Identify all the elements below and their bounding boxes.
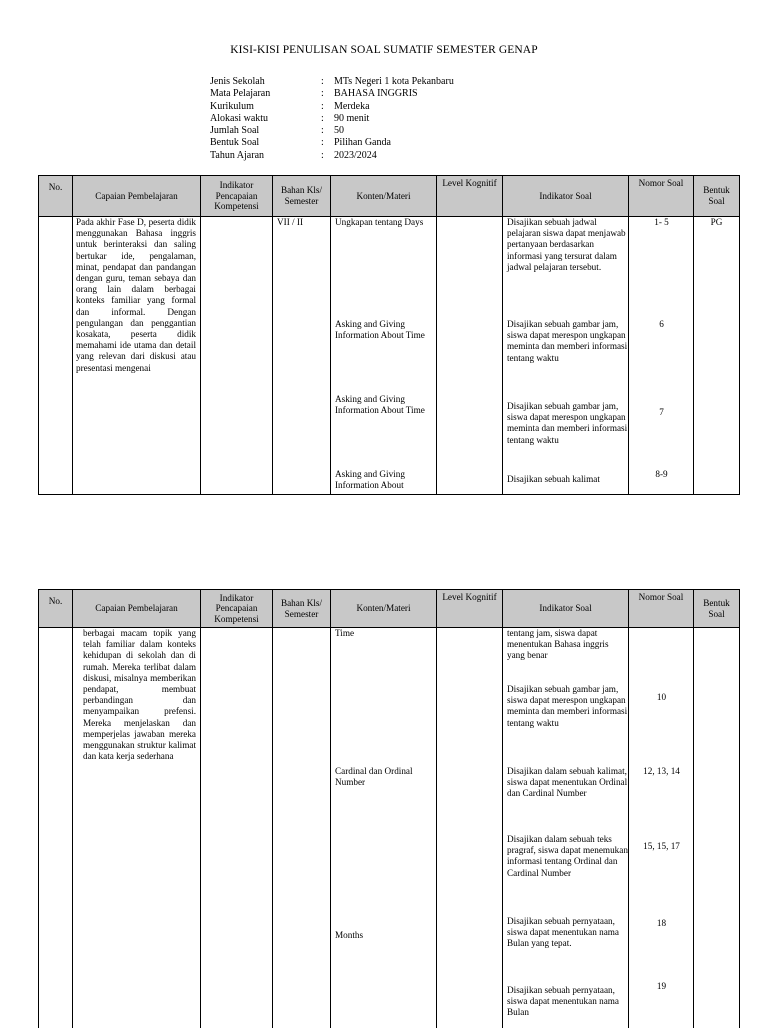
cell-level <box>437 217 503 495</box>
cell-konten <box>331 628 437 1028</box>
meta-label: Jenis Sekolah <box>210 76 265 87</box>
nomor-text: 10 <box>656 692 667 702</box>
document-title: KISI-KISI PENULISAN SOAL SUMATIF SEMESTER GENAP <box>230 44 538 56</box>
table-row <box>39 217 740 495</box>
nomor-text: 8-9 <box>655 469 668 479</box>
header-konten: Konten/Materi <box>331 176 437 217</box>
meta-value: 50 <box>334 125 344 137</box>
meta-label: Kurikulum <box>210 100 254 112</box>
header-capaian: Capaian Pembelajaran <box>73 176 201 217</box>
meta-label: Tahun Ajaran <box>210 149 265 161</box>
cell-bahan <box>273 628 331 1028</box>
document-meta <box>210 76 454 162</box>
indikator-soal-text: Disajikan sebuah gambar jam, siswa dapat merespon ungkapan meminta dan memberi informasi tentang waktu <box>507 401 628 445</box>
meta-label: Mata Pelajaran <box>210 88 271 100</box>
indikator-soal-text: Disajikan dalam sebuah kalimat, siswa dapat menentukan Ordinal dan Cardinal Number <box>507 766 628 799</box>
cell-bahan <box>273 217 331 495</box>
meta-separator: : <box>321 125 324 137</box>
meta-value: Pilihan Ganda <box>334 137 391 149</box>
header-level: Level Kognitif <box>437 176 503 217</box>
meta-row-tahun-ajaran <box>210 150 454 162</box>
capaian-text: berbagai macam topik yang telah familiar dalam konteks kehidupan di sekolah dan di rumah. Mereka terlibat dalam diskusi, misalnya memberikan pendapat, membuat perbandingan dan menyampaikan prefensi. Mereka menjelaskan dan memperjelas jawaban mereka menggunakan struktur kalimat dan kata kerja sederhana <box>83 628 196 762</box>
header-konten: Konten/Materi <box>331 590 437 628</box>
header-level: Level Kognitif <box>437 590 503 628</box>
header-bentuk: Bentuk Soal <box>694 590 740 628</box>
cell-capaian <box>73 217 201 495</box>
meta-row-jenis-sekolah <box>210 76 454 88</box>
header-nomor: Nomor Soal <box>629 590 694 628</box>
meta-row-kurikulum <box>210 101 454 113</box>
meta-row-bentuk-soal <box>210 137 454 149</box>
cell-indikator-pencapaian <box>201 217 273 495</box>
konten-text: Cardinal dan Ordinal Number <box>335 766 413 788</box>
cell-indikator-soal <box>503 628 629 1028</box>
cell-bentuk <box>694 217 740 495</box>
meta-label: Alokasi waktu <box>210 112 269 124</box>
meta-value: MTs Negeri 1 kota Pekanbaru <box>334 76 454 87</box>
indikator-soal-text: Disajikan sebuah gambar jam, siswa dapat merespon ungkapan meminta dan memberi informasi tentang waktu <box>507 684 628 728</box>
header-indikator-pencapaian: Indikator Pencapaian Kompetensi <box>201 176 273 217</box>
meta-separator: : <box>321 137 324 149</box>
header-capaian: Capaian Pembelajaran <box>73 590 201 628</box>
meta-value: BAHASA INGGRIS <box>334 88 418 100</box>
indikator-soal-text: Disajikan sebuah jadwal pelajaran siswa dapat menjawab pertanyaan berdasarkan informasi yang tersurat dalam jadwal pelajaran tersebut. <box>507 217 626 272</box>
meta-value: 90 menit <box>334 112 370 124</box>
meta-separator: : <box>321 76 324 87</box>
nomor-text: 7 <box>659 407 664 417</box>
cell-capaian <box>73 628 201 1028</box>
header-no: No. <box>39 590 73 628</box>
konten-text: Months <box>335 930 364 940</box>
meta-value: Merdeka <box>334 100 370 112</box>
konten-text: Asking and Giving Information About Time <box>335 319 425 341</box>
header-indikator-pencapaian: Indikator Pencapaian Kompetensi <box>201 590 273 628</box>
nomor-text: 12, 13, 14 <box>643 766 680 776</box>
meta-label: Bentuk Soal <box>210 137 260 149</box>
meta-row-jumlah-soal <box>210 125 454 137</box>
cell-bentuk <box>694 628 740 1028</box>
cell-konten <box>331 217 437 495</box>
header-nomor: Nomor Soal <box>629 176 694 217</box>
bentuk-text: PG <box>710 217 723 227</box>
cell-nomor <box>629 628 694 1028</box>
table-row <box>39 628 740 1028</box>
indikator-soal-text: Disajikan sebuah gambar jam, siswa dapat merespon ungkapan meminta dan memberi informasi tentang waktu <box>507 319 628 363</box>
cell-no <box>39 628 73 1028</box>
indikator-soal-text: Disajikan sebuah pernyataan, siswa dapat menentukan nama Bulan <box>507 985 619 1018</box>
cell-indikator-soal <box>503 217 629 495</box>
header-indikator-soal: Indikator Soal <box>503 590 629 628</box>
header-indikator-soal: Indikator Soal <box>503 176 629 217</box>
cell-level <box>437 628 503 1028</box>
header-bentuk: Bentuk Soal <box>694 176 740 217</box>
meta-value: 2023/2024 <box>334 149 377 161</box>
header-bahan: Bahan Kls/ Semester <box>273 590 331 628</box>
meta-label: Jumlah Soal <box>210 125 260 137</box>
cell-indikator-pencapaian <box>201 628 273 1028</box>
meta-separator: : <box>321 112 324 124</box>
konten-text: Time <box>335 628 355 638</box>
konten-text: Asking and Giving Information About <box>335 469 405 491</box>
bahan-text: VII / II <box>277 217 304 227</box>
kisi-table-page-1 <box>38 175 740 495</box>
kisi-table-page-2 <box>38 589 740 1028</box>
konten-text: Ungkapan tentang Days <box>335 217 424 227</box>
cell-no <box>39 217 73 495</box>
meta-separator: : <box>321 100 324 112</box>
header-bahan: Bahan Kls/ Semester <box>273 176 331 217</box>
nomor-text: 6 <box>659 319 664 329</box>
indikator-soal-text: Disajikan dalam sebuah teks pragraf, siswa dapat menemukan informasi tentang Ordinal dan Cardinal Number <box>507 834 628 878</box>
indikator-soal-text: Disajikan sebuah pernyataan, siswa dapat menentukan nama Bulan yang tepat. <box>507 916 619 949</box>
meta-row-mata-pelajaran <box>210 88 454 100</box>
cell-nomor <box>629 217 694 495</box>
header-no: No. <box>39 176 73 217</box>
meta-separator: : <box>321 88 324 100</box>
indikator-soal-text: Disajikan sebuah kalimat <box>507 474 600 484</box>
konten-text: Asking and Giving Information About Time <box>335 394 425 416</box>
nomor-text: 1- 5 <box>654 217 669 227</box>
nomor-text: 19 <box>656 981 667 991</box>
meta-separator: : <box>321 149 324 161</box>
meta-row-alokasi-waktu <box>210 113 454 125</box>
table-header-row <box>39 590 740 628</box>
nomor-text: 15, 15, 17 <box>643 841 680 851</box>
indikator-soal-text: tentang jam, siswa dapat menentukan Bahasa inggris yang benar <box>507 628 609 661</box>
table-header-row <box>39 176 740 217</box>
capaian-text: Pada akhir Fase D, peserta didik menggunakan Bahasa inggris untuk berinteraksi dan saling bertukar ide, pengalaman, minat, pendapat dan pandangan dengan guru, teman sebaya dan orang lain dalam berbagai konteks familiar yang formal dan informal. Dengan pengulangan dan penggantian kosakata, peserta didik memahami ide utama dan detail yang relevan dari diskusi atau presentasi mengenai <box>76 217 196 373</box>
nomor-text: 18 <box>656 918 667 928</box>
